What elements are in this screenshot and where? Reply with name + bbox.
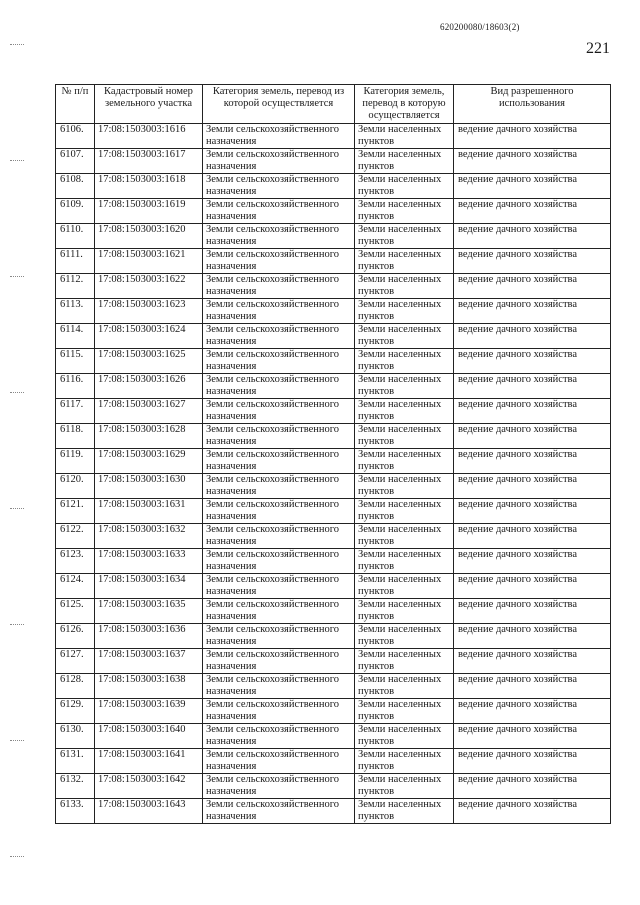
permitted-use: ведение дачного хозяйства	[454, 649, 611, 674]
table-row	[56, 699, 611, 724]
category-to: Земли населенных пунктов	[355, 124, 454, 149]
permitted-use: ведение дачного хозяйства	[454, 799, 611, 824]
category-from: Земли сельскохозяйственного назначения	[203, 349, 355, 374]
table-row	[56, 424, 611, 449]
cadastral-number: 17:08:1503003:1629	[95, 449, 203, 474]
table-row	[56, 199, 611, 224]
category-to: Земли населенных пунктов	[355, 724, 454, 749]
table-row	[56, 449, 611, 474]
category-from: Земли сельскохозяйственного назначения	[203, 449, 355, 474]
category-to: Земли населенных пунктов	[355, 299, 454, 324]
header-permitted-use: Вид разрешенного использования	[454, 85, 611, 124]
category-from: Земли сельскохозяйственного назначения	[203, 424, 355, 449]
category-to: Земли населенных пунктов	[355, 624, 454, 649]
row-number: 6123.	[56, 549, 95, 574]
category-from: Земли сельскохозяйственного назначения	[203, 324, 355, 349]
category-to: Земли населенных пунктов	[355, 749, 454, 774]
category-from: Земли сельскохозяйственного назначения	[203, 249, 355, 274]
table-row	[56, 474, 611, 499]
margin-scan-mark	[10, 508, 24, 509]
permitted-use: ведение дачного хозяйства	[454, 599, 611, 624]
table-body	[56, 124, 611, 824]
row-number: 6130.	[56, 724, 95, 749]
category-to: Земли населенных пунктов	[355, 199, 454, 224]
row-number: 6107.	[56, 149, 95, 174]
category-to: Земли населенных пунктов	[355, 599, 454, 624]
margin-scan-mark	[10, 740, 24, 741]
category-from: Земли сельскохозяйственного назначения	[203, 474, 355, 499]
category-to: Земли населенных пунктов	[355, 449, 454, 474]
permitted-use: ведение дачного хозяйства	[454, 124, 611, 149]
row-number: 6126.	[56, 624, 95, 649]
category-from: Земли сельскохозяйственного назначения	[203, 499, 355, 524]
permitted-use: ведение дачного хозяйства	[454, 299, 611, 324]
permitted-use: ведение дачного хозяйства	[454, 349, 611, 374]
category-from: Земли сельскохозяйственного назначения	[203, 799, 355, 824]
cadastral-number: 17:08:1503003:1642	[95, 774, 203, 799]
row-number: 6112.	[56, 274, 95, 299]
margin-scan-mark	[10, 624, 24, 625]
category-from: Земли сельскохозяйственного назначения	[203, 199, 355, 224]
table-row	[56, 649, 611, 674]
category-from: Земли сельскохозяйственного назначения	[203, 649, 355, 674]
permitted-use: ведение дачного хозяйства	[454, 549, 611, 574]
row-number: 6124.	[56, 574, 95, 599]
row-number: 6120.	[56, 474, 95, 499]
header-number: № п/п	[56, 85, 95, 124]
category-to: Земли населенных пунктов	[355, 174, 454, 199]
row-number: 6115.	[56, 349, 95, 374]
margin-scan-mark	[10, 392, 24, 393]
land-plot-table	[55, 84, 611, 824]
permitted-use: ведение дачного хозяйства	[454, 674, 611, 699]
header-row	[56, 85, 611, 124]
category-from: Земли сельскохозяйственного назначения	[203, 274, 355, 299]
category-from: Земли сельскохозяйственного назначения	[203, 699, 355, 724]
table-header	[56, 85, 611, 124]
category-from: Земли сельскохозяйственного назначения	[203, 524, 355, 549]
category-to: Земли населенных пунктов	[355, 149, 454, 174]
category-from: Земли сельскохозяйственного назначения	[203, 724, 355, 749]
category-to: Земли населенных пунктов	[355, 374, 454, 399]
cadastral-number: 17:08:1503003:1625	[95, 349, 203, 374]
permitted-use: ведение дачного хозяйства	[454, 199, 611, 224]
cadastral-number: 17:08:1503003:1634	[95, 574, 203, 599]
cadastral-number: 17:08:1503003:1621	[95, 249, 203, 274]
row-number: 6128.	[56, 674, 95, 699]
header-category-to: Категория земель, перевод в которую осуществляется	[355, 85, 454, 124]
cadastral-number: 17:08:1503003:1643	[95, 799, 203, 824]
cadastral-number: 17:08:1503003:1623	[95, 299, 203, 324]
table-row	[56, 299, 611, 324]
table-row	[56, 149, 611, 174]
row-number: 6119.	[56, 449, 95, 474]
row-number: 6129.	[56, 699, 95, 724]
cadastral-number: 17:08:1503003:1627	[95, 399, 203, 424]
cadastral-number: 17:08:1503003:1624	[95, 324, 203, 349]
document-id: 620200080/18603(2)	[440, 22, 520, 32]
category-to: Земли населенных пунктов	[355, 549, 454, 574]
permitted-use: ведение дачного хозяйства	[454, 524, 611, 549]
category-to: Земли населенных пунктов	[355, 674, 454, 699]
header-category-from: Категория земель, перевод из которой осуществляется	[203, 85, 355, 124]
category-from: Земли сельскохозяйственного назначения	[203, 374, 355, 399]
row-number: 6116.	[56, 374, 95, 399]
category-to: Земли населенных пунктов	[355, 774, 454, 799]
permitted-use: ведение дачного хозяйства	[454, 249, 611, 274]
row-number: 6131.	[56, 749, 95, 774]
row-number: 6111.	[56, 249, 95, 274]
permitted-use: ведение дачного хозяйства	[454, 399, 611, 424]
table-row	[56, 124, 611, 149]
category-from: Земли сельскохозяйственного назначения	[203, 574, 355, 599]
table-row	[56, 374, 611, 399]
category-to: Земли населенных пунктов	[355, 224, 454, 249]
row-number: 6110.	[56, 224, 95, 249]
header-cadastral-number: Кадастровый номер земельного участка	[95, 85, 203, 124]
table-row	[56, 599, 611, 624]
permitted-use: ведение дачного хозяйства	[454, 699, 611, 724]
category-from: Земли сельскохозяйственного назначения	[203, 124, 355, 149]
table-row	[56, 174, 611, 199]
category-from: Земли сельскохозяйственного назначения	[203, 624, 355, 649]
permitted-use: ведение дачного хозяйства	[454, 724, 611, 749]
category-to: Земли населенных пунктов	[355, 349, 454, 374]
cadastral-number: 17:08:1503003:1640	[95, 724, 203, 749]
cadastral-number: 17:08:1503003:1639	[95, 699, 203, 724]
row-number: 6132.	[56, 774, 95, 799]
table-row	[56, 274, 611, 299]
permitted-use: ведение дачного хозяйства	[454, 324, 611, 349]
category-to: Земли населенных пунктов	[355, 249, 454, 274]
category-to: Земли населенных пунктов	[355, 424, 454, 449]
permitted-use: ведение дачного хозяйства	[454, 749, 611, 774]
category-to: Земли населенных пунктов	[355, 699, 454, 724]
cadastral-number: 17:08:1503003:1632	[95, 524, 203, 549]
table-row	[56, 399, 611, 424]
cadastral-number: 17:08:1503003:1628	[95, 424, 203, 449]
table-row	[56, 499, 611, 524]
table-row	[56, 524, 611, 549]
category-from: Земли сельскохозяйственного назначения	[203, 774, 355, 799]
row-number: 6113.	[56, 299, 95, 324]
category-to: Земли населенных пунктов	[355, 499, 454, 524]
row-number: 6125.	[56, 599, 95, 624]
permitted-use: ведение дачного хозяйства	[454, 624, 611, 649]
category-from: Земли сельскохозяйственного назначения	[203, 149, 355, 174]
permitted-use: ведение дачного хозяйства	[454, 774, 611, 799]
cadastral-number: 17:08:1503003:1618	[95, 174, 203, 199]
row-number: 6114.	[56, 324, 95, 349]
category-to: Земли населенных пунктов	[355, 799, 454, 824]
row-number: 6106.	[56, 124, 95, 149]
margin-scan-mark	[10, 44, 24, 45]
permitted-use: ведение дачного хозяйства	[454, 574, 611, 599]
category-to: Земли населенных пунктов	[355, 649, 454, 674]
cadastral-number: 17:08:1503003:1636	[95, 624, 203, 649]
category-from: Земли сельскохозяйственного назначения	[203, 174, 355, 199]
category-to: Земли населенных пунктов	[355, 399, 454, 424]
permitted-use: ведение дачного хозяйства	[454, 174, 611, 199]
category-from: Земли сельскохозяйственного назначения	[203, 674, 355, 699]
category-from: Земли сельскохозяйственного назначения	[203, 224, 355, 249]
cadastral-number: 17:08:1503003:1633	[95, 549, 203, 574]
row-number: 6122.	[56, 524, 95, 549]
margin-scan-mark	[10, 160, 24, 161]
category-to: Земли населенных пунктов	[355, 574, 454, 599]
table-row	[56, 674, 611, 699]
category-from: Земли сельскохозяйственного назначения	[203, 299, 355, 324]
table-row	[56, 249, 611, 274]
category-to: Земли населенных пунктов	[355, 274, 454, 299]
cadastral-number: 17:08:1503003:1631	[95, 499, 203, 524]
row-number: 6121.	[56, 499, 95, 524]
cadastral-number: 17:08:1503003:1638	[95, 674, 203, 699]
permitted-use: ведение дачного хозяйства	[454, 274, 611, 299]
row-number: 6133.	[56, 799, 95, 824]
cadastral-number: 17:08:1503003:1622	[95, 274, 203, 299]
permitted-use: ведение дачного хозяйства	[454, 374, 611, 399]
permitted-use: ведение дачного хозяйства	[454, 449, 611, 474]
row-number: 6118.	[56, 424, 95, 449]
table-row	[56, 799, 611, 824]
permitted-use: ведение дачного хозяйства	[454, 149, 611, 174]
table-row	[56, 549, 611, 574]
category-from: Земли сельскохозяйственного назначения	[203, 749, 355, 774]
table-row	[56, 574, 611, 599]
margin-scan-mark	[10, 276, 24, 277]
cadastral-number: 17:08:1503003:1630	[95, 474, 203, 499]
row-number: 6109.	[56, 199, 95, 224]
page-number: 221	[586, 40, 610, 57]
table-row	[56, 724, 611, 749]
table-row	[56, 324, 611, 349]
category-from: Земли сельскохозяйственного назначения	[203, 399, 355, 424]
permitted-use: ведение дачного хозяйства	[454, 424, 611, 449]
category-to: Земли населенных пунктов	[355, 524, 454, 549]
row-number: 6117.	[56, 399, 95, 424]
cadastral-number: 17:08:1503003:1637	[95, 649, 203, 674]
cadastral-number: 17:08:1503003:1620	[95, 224, 203, 249]
row-number: 6108.	[56, 174, 95, 199]
table-row	[56, 349, 611, 374]
category-to: Земли населенных пунктов	[355, 474, 454, 499]
margin-scan-mark	[10, 856, 24, 857]
cadastral-number: 17:08:1503003:1616	[95, 124, 203, 149]
table-row	[56, 749, 611, 774]
table-row	[56, 774, 611, 799]
cadastral-number: 17:08:1503003:1626	[95, 374, 203, 399]
cadastral-number: 17:08:1503003:1617	[95, 149, 203, 174]
cadastral-number: 17:08:1503003:1619	[95, 199, 203, 224]
permitted-use: ведение дачного хозяйства	[454, 499, 611, 524]
row-number: 6127.	[56, 649, 95, 674]
cadastral-number: 17:08:1503003:1635	[95, 599, 203, 624]
category-from: Земли сельскохозяйственного назначения	[203, 599, 355, 624]
table-row	[56, 224, 611, 249]
cadastral-number: 17:08:1503003:1641	[95, 749, 203, 774]
permitted-use: ведение дачного хозяйства	[454, 224, 611, 249]
table-row	[56, 624, 611, 649]
permitted-use: ведение дачного хозяйства	[454, 474, 611, 499]
category-from: Земли сельскохозяйственного назначения	[203, 549, 355, 574]
category-to: Земли населенных пунктов	[355, 324, 454, 349]
